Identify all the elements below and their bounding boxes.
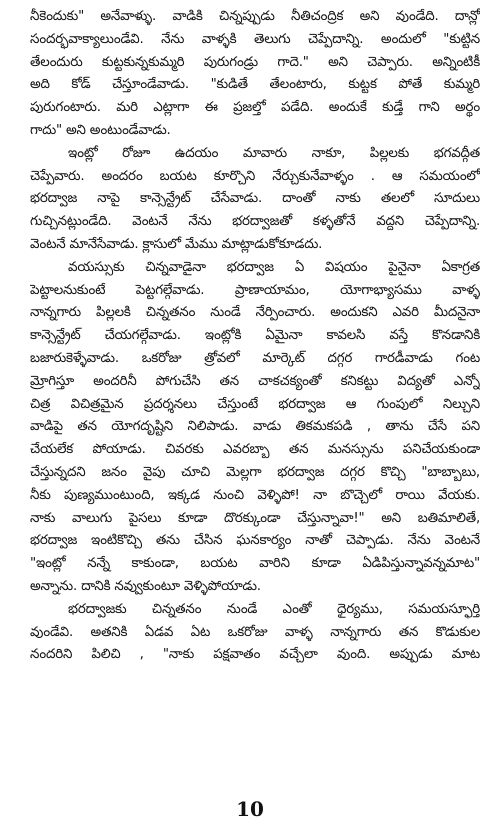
paragraph-3 xyxy=(30,257,480,599)
text-line: నాన్నగారు పిల్లలకి చిన్నతనం నుండే నేర్పించారు. అందుకని ఎవరి మీదనైనా xyxy=(30,305,480,321)
text-line: నాకు వాలుగు పైసలు కూడా దొరక్కుండా చేస్తున్నావా!" అని బతిమాలితే, xyxy=(30,510,480,526)
text-line: వెంటనే మానేసేవాడు. క్లాసులో మేము మాట్లాడుకోకూడదు. xyxy=(30,236,323,252)
text-line: సందర్భవాక్యాలుండేవి. నేను వాళ్ళకి తెలుగు చెప్పేదాన్ని. అందులో "కుట్టిన xyxy=(30,31,480,47)
text-line: పురుగంటారు. మరి ఎట్లాగా ఈ ప్రజల్తో పడేది. అందుకే కుడ్తే గాని అర్థం xyxy=(30,100,480,116)
text-line: గాదు" అని అంటుండేవాడు. xyxy=(30,122,171,138)
text-line: ఇంట్లో రోజూ ఉదయం మావారు నాకూ, పిల్లలకు భగవద్గీత xyxy=(68,145,480,161)
text-line: వుండేవి. అతనికి ఏడవ ఏట ఒకరోజు వాళ్ళ నాన్నగారు తన కొడుకుల xyxy=(30,624,480,640)
text-line: బజారుకెళ్ళేవాడు. ఒకరోజు త్రోవలో మార్కెట్ దగ్గర గారడీవాడు గంట xyxy=(30,350,480,366)
text-line: చేయలేక పోయాడు. చివరకు ఎవరబ్బా తన మనస్సును పనిచేయకుండా xyxy=(30,442,480,458)
paragraph-1 xyxy=(30,6,480,143)
text-line: మ్రోగిస్తూ అందరినీ పోగుచేసి తన చాకచక్యంతో కనికట్టు విద్యతో ఎన్నో xyxy=(30,373,480,389)
body-text xyxy=(30,6,480,667)
text-line: చిత్ర విచిత్రమైన ప్రదర్శనలు చేస్తుంటే భరద్వాజ ఆ గుంపులో నిల్చుని xyxy=(30,396,480,412)
text-line: భరద్వాజ ఇంటికొచ్చి తను చేసిన ఘనకార్యం నాతో చెప్పాడు. నేను వెంటనే xyxy=(30,533,480,549)
text-line: నందరిని పిలిచి , "నాకు పక్షవాతం వచ్చేలా వుంది. అప్పుడు మాట xyxy=(30,647,480,663)
text-line: చెప్పేవారు. అందరం బయట కూర్చొని నేర్చుకునేవాళ్ళం . ఆ సమయంలో xyxy=(30,168,480,184)
text-line: తేలందురు కుట్టకున్నకుమ్మరి పురుగండ్రు గాదె." అని చెప్పారు. అన్నింటికీ xyxy=(30,54,480,70)
text-line: "ఇంట్లో నన్నే కాకుండా, బయట వారిని కూడా ఏడిపిస్తున్నావన్నమాట" xyxy=(30,556,480,572)
text-line: చేస్తున్నదని జనం వైపు చూచి మెల్లగా భరద్వాజ దగ్గర కొచ్చి "బాబ్బాబు, xyxy=(30,464,480,480)
text-line: నీకెందుకు" అనేవాళ్ళు. వాడికి చిన్నప్పుడు నీతిచంద్రిక అని వుండేది. దాన్లో xyxy=(30,9,480,24)
text-line: అది కోడ్ చేస్తూండేవాడు. "కుడితే తేలంటారు, కుట్టక పోతే కుమ్మరి xyxy=(30,77,480,93)
text-line: వాడిపై తన యోగదృష్టిని నిలిపాడు. వాడు తికమకపడి , తాను చేసే పని xyxy=(30,419,480,435)
text-line: గుచ్చినట్లుండేది. వెంటనే నేను భరద్వాజతో కళ్ళతోనే వద్దని చెప్పేదాన్ని. xyxy=(30,214,480,230)
text-line: అన్నాను. దానికి నవ్వుకుంటూ వెళ్ళిపోయాడు. xyxy=(30,578,261,594)
paragraph-2 xyxy=(30,143,480,257)
text-line: భరద్వాజకు చిన్నతనం నుండే ఎంతో ధైర్యము, సమయస్ఫూర్తి xyxy=(68,601,480,617)
paragraph-4 xyxy=(30,599,480,667)
text-line: వయస్సుకు చిన్నవాడైనా భరద్వాజ ఏ విషయం పైనైనా ఏకాగ్రత xyxy=(68,259,480,275)
text-line: భరద్వాజ నాపై కాన్సెన్ట్రేట్ చేసేవాడు. దాంతో నాకు తలలో సూదులు xyxy=(30,191,480,207)
text-line: కాన్సెన్ట్రేట్ చేయగల్గేవాడు. ఇంట్లోకి ఏమైనా కావలసి వస్తే కొనడానికి xyxy=(30,328,480,344)
text-line: నీకు పుణ్యముంటుంది, ఇక్కడ నుంచి వెళ్ళిపో! నా బొచ్చెలో రాయి వేయకు. xyxy=(30,487,480,503)
page-number: 10 xyxy=(236,797,264,821)
text-line: పెట్టాలనుకుంటే పెట్టగల్గేవాడు. ప్రాణాయామం, యోగాభ్యాసము వాళ్ళ xyxy=(30,282,480,298)
